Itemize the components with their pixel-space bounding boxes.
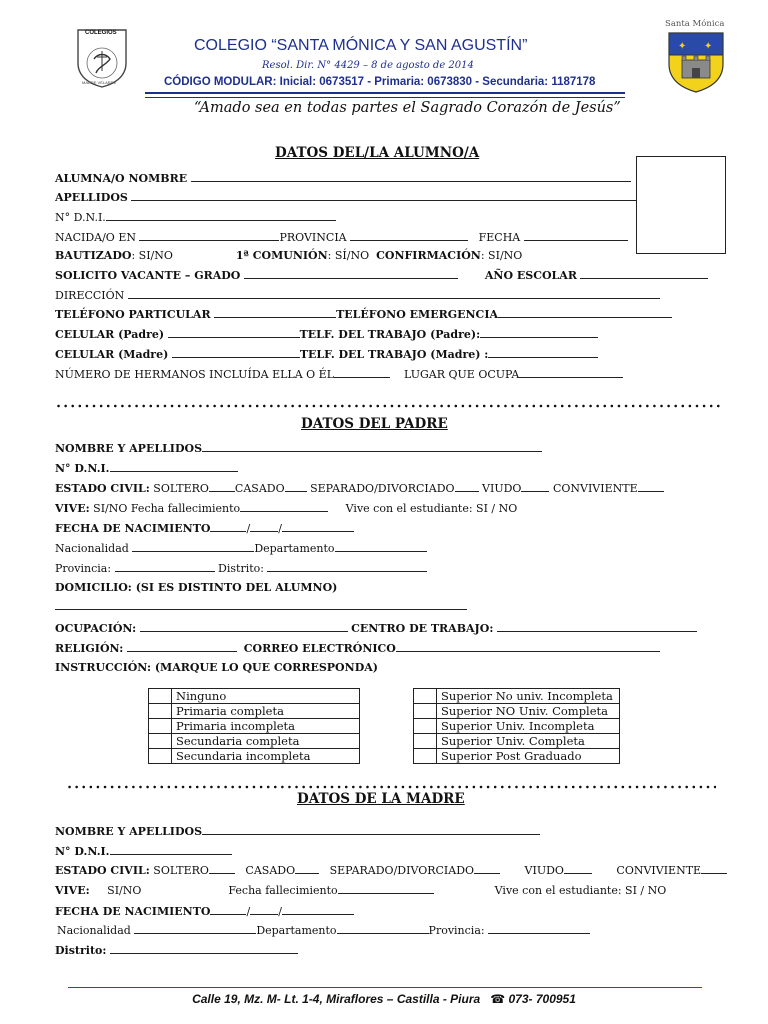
field-celular-padre[interactable] (168, 327, 300, 338)
option-label: Superior Post Graduado (437, 749, 620, 764)
instruccion-option[interactable] (149, 749, 360, 764)
svg-text:✦: ✦ (704, 41, 713, 52)
mother-field-provincia[interactable] (488, 923, 590, 934)
father-label-ocupacion: OCUPACIÓN: (55, 622, 137, 635)
resolution: Resol. Dir. N° 4429 – 8 de agosto de 2014 (262, 60, 474, 71)
father-field-soltero[interactable] (209, 481, 235, 492)
checkbox[interactable] (414, 689, 437, 704)
mother-soltero: SOLTERO (153, 864, 209, 877)
father-label-instruccion: INSTRUCCIÓN: (MARQUE LO QUE CORRESPONDA) (55, 661, 378, 674)
row-apellidos (55, 190, 636, 205)
mother-vive-estudiante: Vive con el estudiante: SI / NO (494, 884, 667, 897)
mother-label-provincia: Provincia: (428, 924, 485, 937)
option-label: Secundaria incompleta (172, 749, 360, 764)
field-celular-madre[interactable] (172, 347, 300, 358)
mother-field-soltero[interactable] (209, 863, 235, 874)
instruccion-option[interactable] (414, 689, 620, 704)
field-provincia[interactable] (350, 230, 468, 241)
row-nacido (55, 230, 628, 245)
row-nombre (55, 171, 631, 186)
field-lugar[interactable] (519, 367, 623, 378)
mother-label-distrito: Distrito: (55, 944, 107, 957)
instruccion-option[interactable] (414, 719, 620, 734)
row-celular-padre (55, 327, 598, 342)
mother-vive-value: SI/NO (107, 884, 142, 897)
instruccion-table-right (413, 688, 620, 764)
mother-field-nacionalidad[interactable] (134, 923, 256, 934)
mother-field-anio[interactable] (282, 904, 354, 915)
instruccion-option[interactable] (149, 719, 360, 734)
father-conviviente: CONVIVIENTE (552, 482, 638, 495)
mother-field-viudo[interactable] (564, 863, 592, 874)
colegios-logo-ring-text: MADRE VELARDE (82, 80, 117, 85)
mother-conviviente: CONVIVIENTE (616, 864, 702, 877)
father-field-dni[interactable] (110, 461, 238, 472)
father-field-casado[interactable] (285, 481, 307, 492)
checkbox[interactable] (149, 719, 172, 734)
label-vacante: SOLICITO VACANTE – GRADO (55, 269, 241, 282)
father-label-provincia: Provincia: (55, 562, 112, 575)
option-label: Primaria completa (172, 704, 360, 719)
field-tel-particular[interactable] (214, 307, 336, 318)
field-nombre[interactable] (191, 171, 631, 182)
father-field-mes[interactable] (250, 521, 278, 532)
label-confirmacion: CONFIRMACIÓN (376, 249, 481, 262)
label-fecha: FECHA (478, 231, 521, 244)
student-section-title: DATOS DEL/LA ALUMNO/A (275, 145, 480, 161)
mother-field-nombre[interactable] (202, 824, 540, 835)
father-field-correo[interactable] (396, 641, 660, 652)
father-field-nacionalidad[interactable] (132, 541, 254, 552)
label-provincia: PROVINCIA (279, 231, 347, 244)
instruccion-option[interactable] (414, 749, 620, 764)
father-field-departamento[interactable] (335, 541, 427, 552)
label-dni: N° D.N.I. (55, 211, 106, 224)
mother-label-dni: N° D.N.I. (55, 845, 110, 858)
checkbox[interactable] (149, 704, 172, 719)
label-nombre: ALUMNA/O NOMBRE (55, 172, 188, 185)
father-row-domicilio (55, 581, 337, 595)
header-rule (145, 92, 625, 98)
codigo-modular (164, 76, 595, 88)
checkbox[interactable] (149, 749, 172, 764)
father-label-domicilio: DOMICILIO: (SI ES DISTINTO DEL ALUMNO) (55, 581, 338, 594)
mother-field-dia[interactable] (210, 904, 246, 915)
mother-row-nombre (55, 824, 540, 839)
label-celular-padre: CELULAR (Padre) (55, 328, 165, 341)
row-celular-madre (55, 347, 598, 362)
field-telf-trabajo-padre[interactable] (480, 327, 598, 338)
label-lugar: LUGAR QUE OCUPA (404, 368, 520, 381)
father-field-religion[interactable] (127, 641, 237, 652)
option-label: Superior No univ. Incompleta (437, 689, 620, 704)
mother-row-fecha-nac: FECHA DE NACIMIENTO / / (55, 904, 354, 919)
field-nacido[interactable] (139, 230, 279, 241)
mother-row-estado (55, 863, 727, 878)
mother-row-vive (55, 883, 666, 898)
motto: “Amado sea en todas partes el Sagrado Corazón de Jesús” (194, 100, 621, 116)
santa-monica-shield-icon (666, 30, 726, 94)
option-label: Superior Univ. Completa (437, 734, 620, 749)
footer-address: Calle 19, Mz. M- Lt. 1-4, Miraflores – Castilla - Piura (192, 992, 481, 1006)
father-vive-value: SI/NO Fecha fallecimiento (93, 502, 241, 515)
footer-rule (68, 987, 702, 988)
mother-field-dni[interactable] (110, 844, 232, 855)
option-label: Ninguno (172, 689, 360, 704)
father-label-centro: CENTRO DE TRABAJO: (351, 622, 494, 635)
confirmacion-value: : SI/NO (480, 249, 523, 262)
father-field-nombre[interactable] (202, 441, 542, 452)
father-label-correo: CORREO ELECTRÓNICO (243, 642, 396, 655)
checkbox[interactable] (149, 689, 172, 704)
mother-section-title: DATOS DE LA MADRE (297, 791, 465, 807)
footer (0, 992, 768, 1006)
label-tel-emergencia: TELÉFONO EMERGENCIA (336, 308, 498, 321)
father-viudo: VIUDO (482, 482, 522, 495)
row-direccion (55, 288, 660, 303)
label-hermanos: NÚMERO DE HERMANOS INCLUÍDA ELLA O ÉL (55, 368, 335, 381)
father-row-fecha-nac: FECHA DE NACIMIENTO / / (55, 521, 354, 536)
label-direccion: DIRECCIÓN (55, 289, 125, 302)
father-row-provincia (55, 561, 427, 576)
mother-label-nombre: NOMBRE Y APELLIDOS (55, 825, 203, 838)
field-dni[interactable] (106, 210, 336, 221)
father-field-viudo[interactable] (521, 481, 549, 492)
mother-viudo: VIUDO (524, 864, 564, 877)
father-section-title: DATOS DEL PADRE (301, 416, 448, 432)
label-telf-trabajo-madre: TELF. DEL TRABAJO (Madre) : (299, 348, 489, 361)
father-label-religion: RELIGIÓN: (55, 642, 124, 655)
row-dni (55, 210, 336, 225)
father-casado: CASADO (234, 482, 285, 495)
father-label-nacionalidad: Nacionalidad (55, 542, 129, 555)
father-field-provincia[interactable] (115, 561, 215, 572)
field-anio-escolar[interactable] (580, 268, 708, 279)
codigo-label: CÓDIGO MODULAR: (164, 76, 277, 88)
mother-field-separado[interactable] (474, 863, 500, 874)
mother-field-conviviente[interactable] (701, 863, 727, 874)
field-apellidos[interactable] (131, 190, 636, 201)
mother-row-dni (55, 844, 232, 859)
mother-row-distrito (55, 943, 298, 958)
bautizado-value: : SI/NO (131, 249, 173, 262)
mother-row-nacionalidad (57, 923, 590, 938)
father-field-centro[interactable] (497, 621, 697, 632)
checkbox[interactable] (414, 719, 437, 734)
mother-label-fecha-nac: FECHA DE NACIMIENTO (55, 905, 211, 918)
row-sacramentos (55, 249, 522, 263)
label-anio-escolar: AÑO ESCOLAR (484, 269, 577, 282)
checkbox[interactable] (149, 734, 172, 749)
phone-icon: ☎ (490, 992, 506, 1006)
field-tel-emergencia[interactable] (498, 307, 672, 318)
field-telf-trabajo-madre[interactable] (488, 347, 598, 358)
father-field-separado[interactable] (455, 481, 479, 492)
row-vacante (55, 268, 708, 283)
field-direccion[interactable] (128, 288, 660, 299)
father-row-religion (55, 641, 660, 656)
label-celular-madre: CELULAR (Madre) (55, 348, 169, 361)
santa-monica-logo-text: Santa Mónica (665, 19, 725, 29)
codigo-values: Inicial: 0673517 - Primaria: 0673830 - Secundaria: 1187178 (279, 76, 596, 88)
father-label-departamento: Departamento (254, 542, 335, 555)
comunion-value: : SÍ/NO (327, 249, 370, 262)
father-row-instruccion (55, 661, 378, 675)
option-label: Secundaria completa (172, 734, 360, 749)
father-label-nombre: NOMBRE Y APELLIDOS (55, 442, 203, 455)
mother-field-mes[interactable] (250, 904, 278, 915)
mother-label-nacionalidad: Nacionalidad (57, 924, 131, 937)
father-field-distrito[interactable] (267, 561, 427, 572)
instruccion-option[interactable] (414, 734, 620, 749)
father-soltero: SOLTERO (153, 482, 209, 495)
label-telf-trabajo-padre: TELF. DEL TRABAJO (Padre): (299, 328, 481, 341)
instruccion-option[interactable] (149, 734, 360, 749)
mother-label-vive: VIVE: (55, 884, 90, 897)
school-name: COLEGIO “SANTA MÓNICA Y SAN AGUSTÍN” (194, 37, 528, 54)
mother-field-casado[interactable] (295, 863, 319, 874)
father-row-dni (55, 461, 238, 476)
mother-label-fallecimiento: Fecha fallecimiento (228, 884, 338, 897)
instruccion-option[interactable] (149, 689, 360, 704)
checkbox[interactable] (414, 734, 437, 749)
footer-phone: 073- 700951 (508, 992, 576, 1006)
instruccion-option[interactable] (149, 704, 360, 719)
mother-field-distrito[interactable] (110, 943, 298, 954)
mother-casado: CASADO (245, 864, 296, 877)
father-label-dni: N° D.N.I. (55, 462, 110, 475)
father-separado: SEPARADO/DIVORCIADO (310, 482, 455, 495)
mother-label-estado: ESTADO CIVIL: (55, 864, 150, 877)
father-label-vive: VIVE: (55, 502, 90, 515)
checkbox[interactable] (414, 704, 437, 719)
father-row-vive (55, 501, 517, 516)
label-nacido: NACIDA/O EN (55, 231, 136, 244)
row-telefonos (55, 307, 672, 322)
mother-field-fallecimiento[interactable] (338, 883, 434, 894)
instruccion-table-left (148, 688, 360, 764)
father-field-dia[interactable] (210, 521, 246, 532)
mother-label-departamento: Departamento (256, 924, 337, 937)
label-comunion: 1ª COMUNIÓN (235, 249, 328, 262)
option-label: Superior NO Univ. Completa (437, 704, 620, 719)
checkbox[interactable] (414, 749, 437, 764)
svg-text:✦: ✦ (678, 41, 687, 52)
label-apellidos: APELLIDOS (55, 191, 128, 204)
section-divider (66, 785, 716, 789)
label-tel-particular: TELÉFONO PARTICULAR (55, 308, 211, 321)
father-row-ocupacion (55, 621, 697, 636)
father-row-estado (55, 481, 664, 496)
father-vive-estudiante: Vive con el estudiante: SI / NO (345, 502, 518, 515)
label-bautizado: BAUTIZADO (55, 249, 132, 262)
field-hermanos[interactable] (334, 367, 390, 378)
option-label: Superior Univ. Incompleta (437, 719, 620, 734)
father-field-ocupacion[interactable] (140, 621, 348, 632)
section-divider (55, 404, 723, 408)
photo-box (636, 156, 726, 254)
father-label-distrito: Distrito: (218, 562, 264, 575)
father-row-nombre (55, 441, 542, 456)
father-label-estado: ESTADO CIVIL: (55, 482, 150, 495)
option-label: Primaria incompleta (172, 719, 360, 734)
field-grado[interactable] (244, 268, 458, 279)
mother-separado: SEPARADO/DIVORCIADO (329, 864, 475, 877)
father-field-conviviente[interactable] (638, 481, 664, 492)
instruccion-option[interactable] (414, 704, 620, 719)
father-row-domicilio-line (55, 599, 467, 614)
father-field-fallecimiento[interactable] (240, 501, 328, 512)
mother-field-departamento[interactable] (337, 923, 429, 934)
father-field-anio[interactable] (282, 521, 354, 532)
field-fecha[interactable] (524, 230, 628, 241)
father-label-fecha-nac: FECHA DE NACIMIENTO (55, 522, 211, 535)
row-hermanos (55, 367, 623, 382)
colegios-logo-text: COLEGIOS (85, 30, 117, 36)
father-field-domicilio[interactable] (55, 599, 467, 610)
father-row-nacionalidad (55, 541, 427, 556)
